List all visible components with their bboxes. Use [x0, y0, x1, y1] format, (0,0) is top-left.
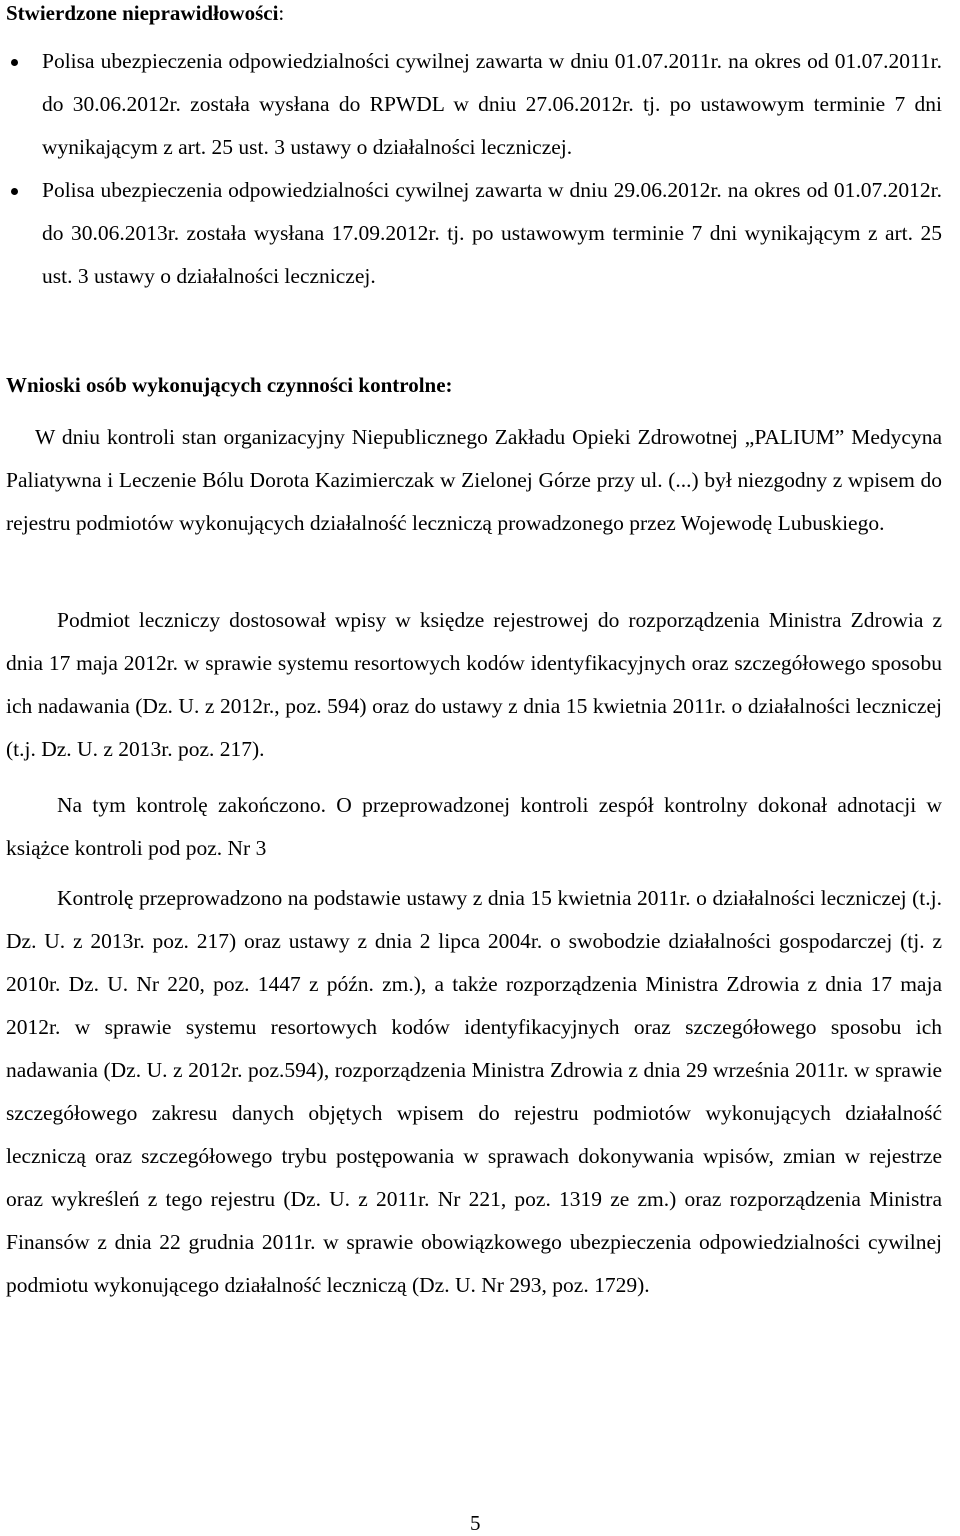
findings-list — [6, 40, 942, 298]
conclusions-heading — [6, 372, 453, 398]
bullet-icon — [11, 188, 18, 195]
finding-item-1 — [6, 40, 942, 169]
finding-item-2 — [6, 169, 942, 298]
paragraph-registry-update: Podmiot leczniczy dostosował wpisy w księdze rejestrowej do rozporządzenia Ministra Zdrowia z dnia 17 maja 2012r. w sprawie systemu resortowych kodów identyfikacyjnych oraz szczegółowego sposobu ich nadawania (Dz. U. z 2012r., poz. 594) oraz do ustawy z dnia 15 kwietnia 2011r. o działalności leczniczej (t.j. Dz. U. z 2013r. poz. 217). — [6, 608, 942, 761]
conclusions-heading-label: Wnioski osób wykonujących czynności kontrolne: — [6, 373, 453, 397]
bullet-icon — [11, 59, 18, 66]
finding-text-2: Polisa ubezpieczenia odpowiedzialności cywilnej zawarta w dniu 29.06.2012r. na okres od 01.07.2012r. do 30.06.2013r. została wysłana 17.09.2012r. tj. po ustawowym terminie 7 dni wynikającym z art. 25 ust. 3 ustawy o działalności leczniczej. — [42, 178, 942, 288]
paragraph-control-completed: Na tym kontrolę zakończono. O przeprowadzonej kontroli zespół kontrolny dokonał adnotacji w książce kontroli pod poz. Nr 3 — [6, 793, 942, 860]
finding-text-1: Polisa ubezpieczenia odpowiedzialności cywilnej zawarta w dniu 01.07.2011r. na okres od 01.07.2011r. do 30.06.2012r. została wysłana do RPWDL w dniu 27.06.2012r. tj. po ustawowym terminie 7 dni wynikającym z art. 25 ust. 3 ustawy o działalności leczniczej. — [42, 49, 942, 159]
findings-heading — [6, 0, 284, 26]
findings-heading-label: Stwierdzone nieprawidłowości — [6, 1, 279, 25]
paragraph-control-state: W dniu kontroli stan organizacyjny Niepublicznego Zakładu Opieki Zdrowotnej „PALIUM” Medycyna Paliatywna i Leczenie Bólu Dorota Kazimierczak w Zielonej Górze przy ul. (...) był niezgodny z wpisem do rejestru podmiotów wykonujących działalność leczniczą prowadzonego przez Wojewodę Lubuskiego. — [6, 425, 942, 535]
page-number: 5 — [470, 1511, 481, 1535]
paragraph-legal-basis: Kontrolę przeprowadzono na podstawie ustawy z dnia 15 kwietnia 2011r. o działalności leczniczej (t.j. Dz. U. z 2013r. poz. 217) oraz ustawy z dnia 2 lipca 2004r. o swobodzie działalności gospodarczej (tj. z 2010r. Dz. U. Nr 220, poz. 1447 z późn. zm.), a także rozporządzenia Ministra Zdrowia z dnia 17 maja 2012r. w sprawie systemu resortowych kodów identyfikacyjnych oraz szczegółowego sposobu ich nadawania (Dz. U. z 2012r. poz.594), rozporządzenia Ministra Zdrowia z dnia 29 września 2011r. w sprawie szczegółowego zakresu danych objętych wpisem do rejestru podmiotów wykonujących działalność leczniczą oraz szczegółowego trybu postępowania w sprawach dokonywania wpisów, zmian w rejestrze oraz wykreśleń z tego rejestru (Dz. U. z 2011r. Nr 221, poz. 1319 ze zm.) oraz rozporządzenia Ministra Finansów z dnia 22 grudnia 2011r. w sprawie obowiązkowego ubezpieczenia odpowiedzialności cywilnej podmiotu wykonującego działalność leczniczą (Dz. U. Nr 293, poz. 1729). — [6, 886, 942, 1297]
findings-heading-colon: : — [278, 1, 285, 25]
